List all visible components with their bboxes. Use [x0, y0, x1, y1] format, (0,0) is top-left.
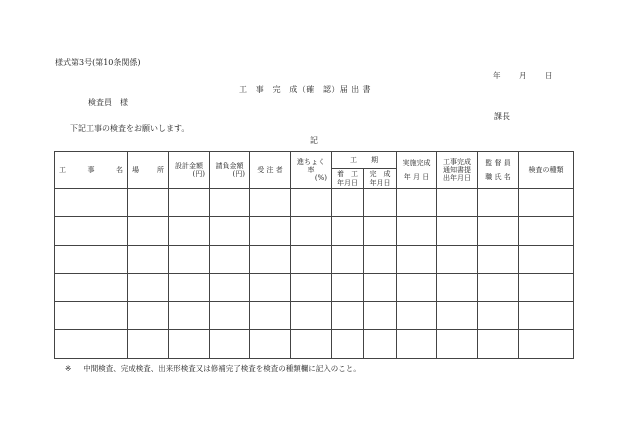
request-text: 下記工事の検査をお願いします。 — [70, 124, 190, 133]
table-cell — [210, 330, 250, 358]
table-cell — [55, 302, 128, 330]
table-cell — [332, 302, 364, 330]
table-cell — [55, 217, 128, 245]
table-cell — [364, 217, 397, 245]
table-cell — [437, 330, 478, 358]
table-cell — [128, 217, 169, 245]
table-cell — [332, 189, 364, 217]
design-amount-unit: (円) — [192, 170, 205, 178]
header-progress — [291, 152, 332, 189]
table-cell — [291, 189, 332, 217]
ki-heading: 記 — [310, 136, 318, 145]
header-completion-notice — [437, 152, 478, 189]
table-cell — [364, 330, 397, 358]
table-cell — [55, 330, 128, 358]
header-place — [128, 152, 169, 189]
table-cell — [291, 302, 332, 330]
table-cell — [397, 245, 437, 273]
header-inspection-type — [519, 152, 574, 189]
table-cell — [437, 189, 478, 217]
progress-label-2: 率 — [307, 165, 315, 174]
table-cell — [519, 302, 574, 330]
table-cell — [250, 273, 291, 301]
table-cell — [364, 189, 397, 217]
table-cell — [210, 189, 250, 217]
header-contract-amount — [210, 152, 250, 189]
place-char-1: 場 — [132, 165, 139, 174]
actual-completion-label-2: 年 月 日 — [403, 173, 430, 181]
table-row — [55, 189, 574, 217]
table-cell — [169, 217, 210, 245]
table-cell — [250, 302, 291, 330]
header-period — [332, 152, 397, 169]
header-work-name — [55, 152, 128, 189]
chief-label: 課長 — [494, 112, 510, 121]
table-cell — [210, 302, 250, 330]
table-cell — [437, 302, 478, 330]
date-day: 日 — [545, 71, 553, 80]
header-period-start — [332, 169, 364, 189]
design-amount-label: 設計金額 — [175, 161, 203, 170]
table-cell — [332, 273, 364, 301]
table-cell — [332, 245, 364, 273]
table-cell — [128, 273, 169, 301]
table-cell — [55, 189, 128, 217]
table-cell — [397, 189, 437, 217]
table-row — [55, 245, 574, 273]
table-cell — [291, 245, 332, 273]
table-cell — [397, 217, 437, 245]
table-cell — [478, 330, 519, 358]
table-cell — [169, 302, 210, 330]
work-name-char-3: 名 — [116, 165, 123, 174]
header-period-end — [364, 169, 397, 189]
period-start-label-1: 着 工 — [337, 170, 358, 179]
progress-label-3: (%) — [314, 174, 327, 183]
table-cell — [128, 245, 169, 273]
progress-label-1: 進ちょく — [297, 157, 325, 166]
actual-completion-label-1: 実施完成 — [402, 158, 431, 167]
completion-notice-label-3: 出年月日 — [443, 174, 471, 183]
period-end-label-1: 完 成 — [369, 170, 391, 179]
header-contractor — [250, 152, 291, 189]
period-start-label-2: 年月日 — [337, 178, 358, 187]
table-cell — [128, 330, 169, 358]
document-title: 工 事 完 成（確 認）届 出 書 — [239, 85, 371, 94]
table-cell — [364, 302, 397, 330]
table-cell — [210, 245, 250, 273]
table-cell — [250, 189, 291, 217]
header-supervisor — [478, 152, 519, 189]
table-cell — [210, 217, 250, 245]
note-mark: ※ — [65, 364, 72, 373]
table-cell — [169, 245, 210, 273]
table-cell — [250, 330, 291, 358]
table-cell — [478, 245, 519, 273]
table-cell — [519, 189, 574, 217]
addressee: 検査員 様 — [88, 98, 128, 107]
table-cell — [519, 245, 574, 273]
table-cell — [128, 302, 169, 330]
table-cell — [478, 217, 519, 245]
date-year: 年 — [493, 71, 501, 80]
table-row — [55, 273, 574, 301]
contractor-label: 受 注 者 — [257, 165, 283, 174]
table-cell — [397, 330, 437, 358]
period-label: 工 期 — [350, 155, 378, 164]
period-end-label-2: 年月日 — [369, 178, 391, 187]
table-cell — [128, 189, 169, 217]
completion-notice-label-1: 工事完成 — [443, 157, 471, 166]
table-cell — [437, 273, 478, 301]
work-name-char-1: 工 — [59, 165, 66, 174]
place-char-2: 所 — [157, 165, 164, 174]
table-cell — [291, 330, 332, 358]
contract-amount-unit: (円) — [232, 170, 245, 178]
table-cell — [55, 273, 128, 301]
table-cell — [437, 217, 478, 245]
contract-amount-label: 請負金額 — [215, 161, 244, 170]
completion-table — [54, 151, 574, 359]
table-cell — [169, 273, 210, 301]
supervisor-label-2: 職 氏 名 — [485, 173, 511, 181]
table-cell — [169, 330, 210, 358]
table-cell — [437, 245, 478, 273]
table-cell — [250, 245, 291, 273]
table-cell — [332, 217, 364, 245]
table-body — [55, 189, 574, 359]
completion-notice-label-2: 通知書提 — [443, 165, 471, 174]
table-cell — [519, 217, 574, 245]
table-row — [55, 330, 574, 358]
table-cell — [169, 189, 210, 217]
table-cell — [478, 302, 519, 330]
table-cell — [332, 330, 364, 358]
table-cell — [519, 330, 574, 358]
table-row — [55, 302, 574, 330]
table-cell — [250, 217, 291, 245]
inspection-type-label: 検査の種類 — [528, 165, 564, 174]
table-cell — [364, 273, 397, 301]
footer-note — [65, 365, 361, 373]
table-row — [55, 217, 574, 245]
table-cell — [397, 302, 437, 330]
note-text: 中間検査、完成検査、出来形検査又は修補完了検査を検査の種類欄に記入のこと。 — [83, 364, 361, 373]
supervisor-label-1: 監 督 員 — [485, 158, 511, 167]
header-actual-completion — [397, 152, 437, 189]
table-cell — [291, 273, 332, 301]
table-cell — [519, 273, 574, 301]
table-cell — [478, 273, 519, 301]
table-cell — [291, 217, 332, 245]
table-cell — [478, 189, 519, 217]
header-row — [55, 152, 574, 169]
table-cell — [55, 245, 128, 273]
form-number: 様式第3号(第10条関係) — [55, 58, 141, 67]
work-name-char-2: 事 — [87, 165, 95, 174]
table-cell — [397, 273, 437, 301]
date-month: 月 — [519, 71, 527, 80]
table-cell — [210, 273, 250, 301]
header-design-amount — [169, 152, 210, 189]
table-cell — [364, 245, 397, 273]
